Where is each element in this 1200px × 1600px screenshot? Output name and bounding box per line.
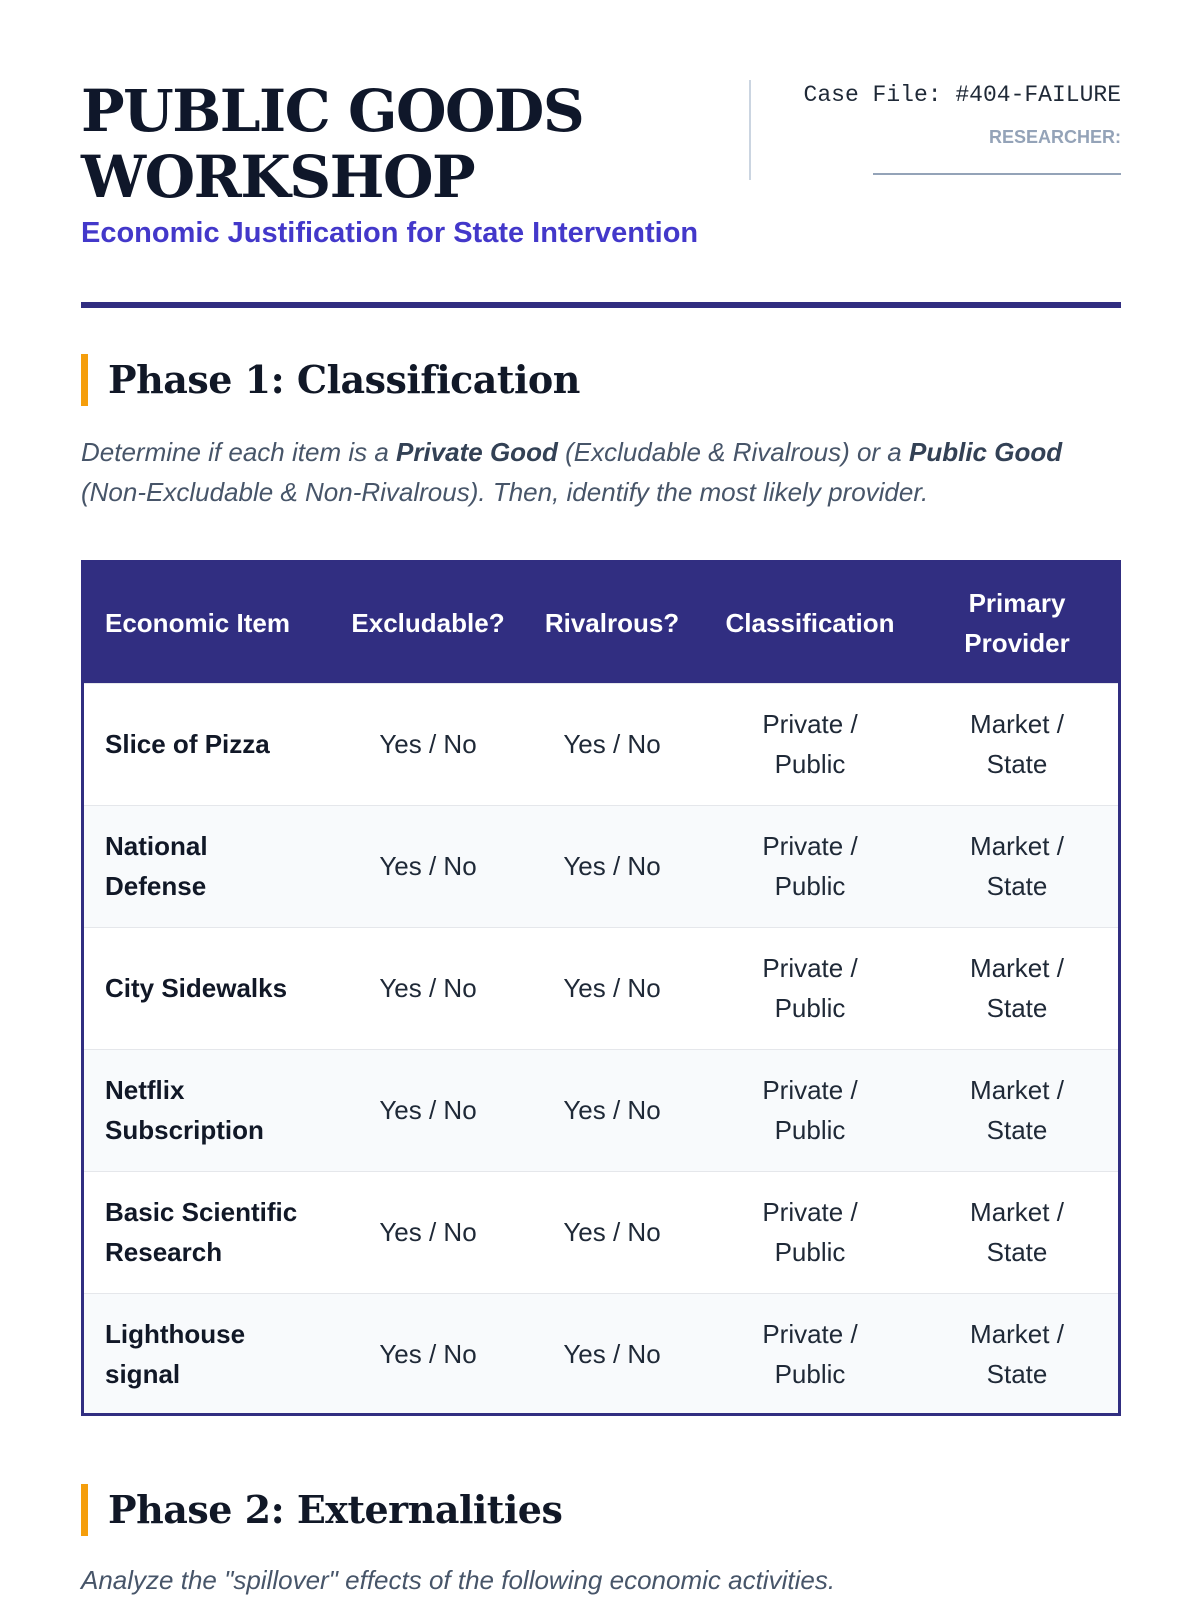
classification-choice-text: Private / Public — [762, 709, 858, 779]
rivalrous-choice[interactable]: Yes / No — [563, 851, 661, 881]
item-name-text: National Defense — [105, 831, 208, 901]
item-name — [84, 1171, 336, 1293]
table-row — [84, 805, 1118, 927]
case-file-label: Case File: #404-FAILURE — [803, 82, 1121, 108]
provider-choice-text: Market / State — [970, 1319, 1064, 1390]
item-name-text: Basic Scientific Research — [105, 1197, 298, 1267]
provider-choice[interactable] — [916, 683, 1118, 805]
provider-choice-text: Market / State — [970, 831, 1064, 901]
classification-choice[interactable] — [704, 1049, 916, 1171]
excludable-choice[interactable]: Yes / No — [379, 1217, 477, 1247]
item-name: City Sidewalks — [105, 973, 288, 1003]
phase1-instructions — [81, 432, 1121, 512]
provider-choice[interactable] — [916, 805, 1118, 927]
classification-choice[interactable] — [704, 805, 916, 927]
rivalrous-choice[interactable]: Yes / No — [563, 1217, 661, 1247]
header-divider — [749, 80, 751, 180]
rivalrous-choice[interactable]: Yes / No — [563, 973, 661, 1003]
classification-choice[interactable] — [704, 1171, 916, 1293]
provider-choice-text: Market / State — [970, 1075, 1064, 1145]
classification-choice-text: Private / Public — [762, 1197, 858, 1267]
header-rule — [81, 302, 1121, 308]
header-primary-provider-label: Primary Provider — [964, 587, 1070, 658]
table-row — [84, 683, 1118, 805]
researcher-label: RESEARCHER: — [988, 127, 1121, 147]
researcher-name-field[interactable] — [873, 173, 1121, 175]
classification-choice-text: Private / Public — [762, 1319, 858, 1390]
provider-choice[interactable] — [916, 1171, 1118, 1293]
item-name — [84, 1049, 336, 1171]
item-name-text: Lighthouse signal — [105, 1319, 246, 1390]
classification-choice[interactable] — [704, 927, 916, 1049]
header-excludable: Excludable? — [351, 607, 505, 638]
item-name — [84, 805, 336, 927]
provider-choice-text: Market / State — [970, 953, 1064, 1023]
provider-choice[interactable] — [916, 1293, 1118, 1415]
classification-choice[interactable] — [704, 683, 916, 805]
excludable-choice[interactable]: Yes / No — [379, 1095, 477, 1125]
excludable-choice[interactable]: Yes / No — [379, 851, 477, 881]
classification-choice-text: Private / Public — [762, 831, 858, 901]
table-row — [84, 1171, 1118, 1293]
provider-choice-text: Market / State — [970, 709, 1064, 779]
phase1-instructions-part1: Determine if each item is a — [81, 437, 397, 467]
provider-choice[interactable] — [916, 927, 1118, 1049]
page-subtitle: Economic Justification for State Intervention — [81, 217, 699, 249]
header-classification: Classification — [725, 607, 895, 638]
excludable-choice[interactable]: Yes / No — [379, 729, 477, 759]
table-row — [84, 1293, 1118, 1415]
excludable-choice[interactable]: Yes / No — [379, 973, 477, 1003]
table-row — [84, 1049, 1118, 1171]
rivalrous-choice[interactable]: Yes / No — [563, 1095, 661, 1125]
provider-choice[interactable] — [916, 1049, 1118, 1171]
phase1-instructions-part3: (Non-Excludable & Non-Rivalrous). Then, identify the most likely provider. — [81, 477, 929, 507]
rivalrous-choice[interactable]: Yes / No — [563, 729, 661, 759]
page-title: PUBLIC GOODS WORKSHOP — [81, 77, 584, 211]
header-rivalrous: Rivalrous? — [544, 607, 680, 638]
phase1-instructions-private-good: Private Good — [396, 437, 558, 467]
classification-choice-text: Private / Public — [762, 1075, 858, 1145]
phase2-title: Phase 2: Externalities — [81, 1484, 562, 1536]
table-header-row — [84, 563, 1118, 683]
item-name — [84, 1293, 336, 1415]
rivalrous-choice[interactable]: Yes / No — [563, 1339, 661, 1370]
item-name: Slice of Pizza — [105, 729, 270, 759]
classification-choice[interactable] — [704, 1293, 916, 1415]
item-name-text: Netflix Subscription — [105, 1075, 264, 1145]
header-economic-item: Economic Item — [105, 607, 290, 638]
table-row — [84, 927, 1118, 1049]
provider-choice-text: Market / State — [970, 1197, 1064, 1267]
phase1-instructions-part2: (Excludable & Rivalrous) or a — [557, 437, 909, 467]
phase1-instructions-public-good: Public Good — [908, 437, 1063, 467]
worksheet-header — [81, 78, 1121, 308]
header-primary-provider — [916, 563, 1118, 683]
excludable-choice[interactable]: Yes / No — [379, 1339, 477, 1370]
classification-table — [81, 560, 1121, 1416]
classification-choice-text: Private / Public — [762, 953, 858, 1023]
phase2-instructions: Analyze the "spillover" effects of the following economic activities. — [81, 1565, 836, 1595]
phase1-title: Phase 1: Classification — [81, 354, 580, 406]
